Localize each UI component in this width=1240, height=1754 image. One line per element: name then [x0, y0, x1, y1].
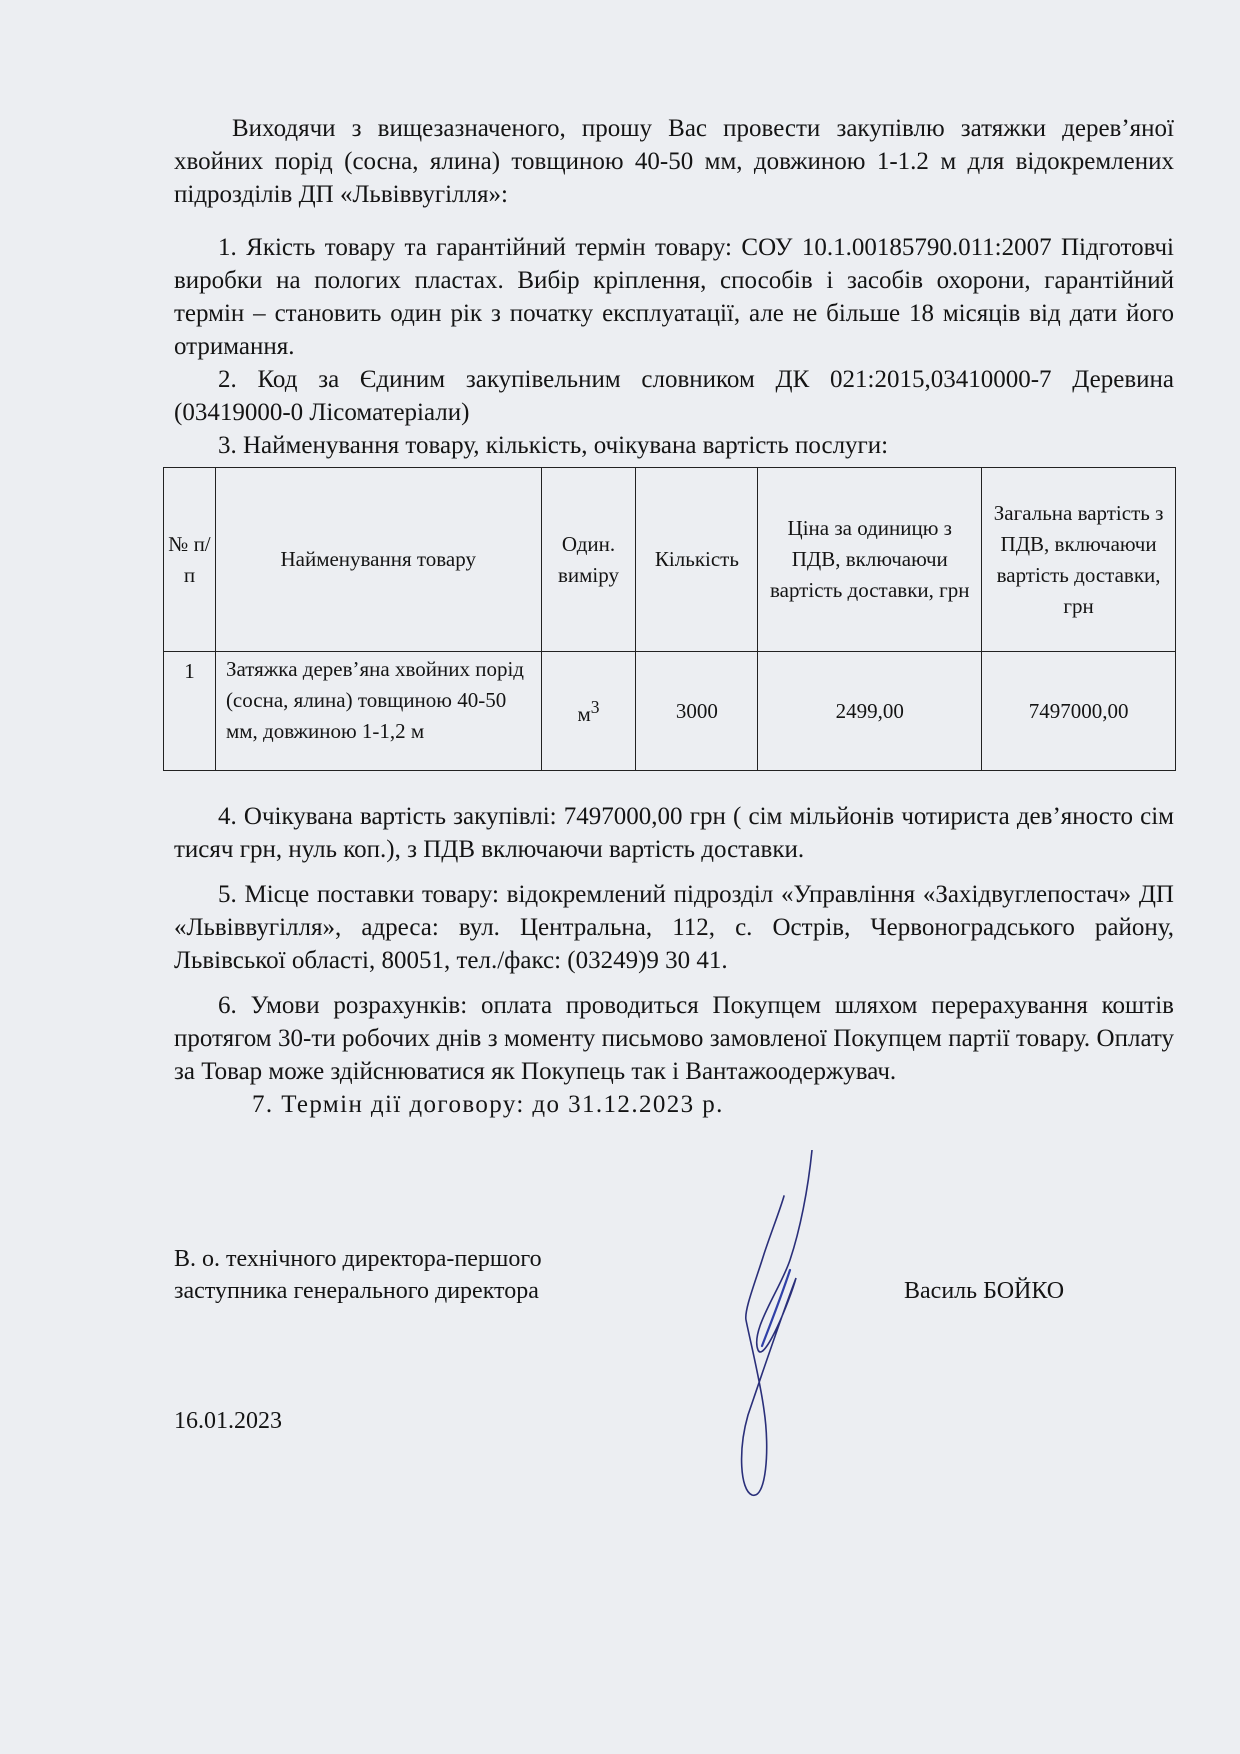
table-header-row — [164, 468, 1176, 652]
item-4-paragraph: 4. Очікувана вартість закупівлі: 7497000,00 грн ( сім мільйонів чотириста дев’яносто сім тисяч грн, нуль коп.), з ПДВ включаючи вартість доставки. — [174, 803, 1174, 863]
item-3-paragraph: 3. Найменування товару, кількість, очікувана вартість послуги: — [218, 432, 889, 459]
item-1-paragraph: 1. Якість товару та гарантійний термін товару: СОУ 10.1.00185790.011:2007 Підготовчі виробки на пологих пластах. Вибір кріплення, способів і засобів охорони, гарантійний термін – становить один рік з початку експлуатації, але не більше 18 місяців від дати його отримання. — [174, 234, 1174, 360]
header-num: № п/п — [164, 468, 216, 652]
header-unit: Один. виміру — [541, 468, 636, 652]
unit-base: м — [577, 702, 591, 726]
document-body — [174, 112, 1174, 462]
signer-name: Василь БОЙКО — [904, 1278, 1065, 1304]
item-6-paragraph: 6. Умови розрахунків: оплата проводиться Покупцем шляхом перерахування коштів протягом 30-ти робочих днів з моменту письмово замовленої Покупцем партії товару. Оплату за Товар може здійснюватися як Покупець так і Вантажоодержувач. — [174, 992, 1174, 1085]
item-5-paragraph: 5. Місце поставки товару: відокремлений підрозділ «Управління «Західвуглепостач» ДП «Львіввугілля», адреса: вул. Центральна, 112, с. Острів, Червоноградського району, Львівської області, 80051, тел./факс: (03249)9 30 41. — [174, 881, 1174, 974]
header-price: Ціна за одиницю з ПДВ, включаючи вартість доставки, грн — [758, 468, 982, 652]
intro-paragraph: Виходячи з вищезазначеного, прошу Вас провести закупівлю затяжки дерев’яної хвойних порід (сосна, ялина) товщиною 40-50 мм, довжиною 1-1.2 м для відокремлених підрозділів ДП «Львіввугілля»: — [174, 115, 1174, 208]
cell-qty: 3000 — [636, 652, 758, 771]
document-date: 16.01.2023 — [174, 1408, 282, 1434]
item-7-paragraph: 7. Термін дії договору: до 31.12.2023 р. — [252, 1091, 724, 1118]
table-row — [164, 652, 1176, 771]
signer-position — [174, 1243, 542, 1307]
signer-position-line-1: В. о. технічного директора-першого — [174, 1246, 542, 1272]
cell-total: 7497000,00 — [982, 652, 1176, 771]
handwritten-signature — [720, 1150, 830, 1500]
document-body-continued — [174, 800, 1174, 1121]
signer-position-line-2: заступника генерального директора — [174, 1278, 539, 1304]
cell-price: 2499,00 — [758, 652, 982, 771]
unit-superscript: 3 — [590, 697, 600, 717]
cell-num: 1 — [164, 652, 216, 771]
cell-unit — [541, 652, 636, 771]
cell-name: Затяжка дерев’яна хвойних порід (сосна, ялина) товщиною 40-50 мм, довжиною 1-1,2 м — [215, 652, 541, 771]
header-total: Загальна вартість з ПДВ, включаючи вартість доставки, грн — [982, 468, 1176, 652]
item-2-paragraph: 2. Код за Єдиним закупівельним словником ДК 021:2015,03410000-7 Деревина (03419000-0 Лісоматеріали) — [174, 366, 1174, 426]
header-qty: Кількість — [636, 468, 758, 652]
goods-table — [163, 467, 1176, 771]
header-name: Найменування товару — [215, 468, 541, 652]
